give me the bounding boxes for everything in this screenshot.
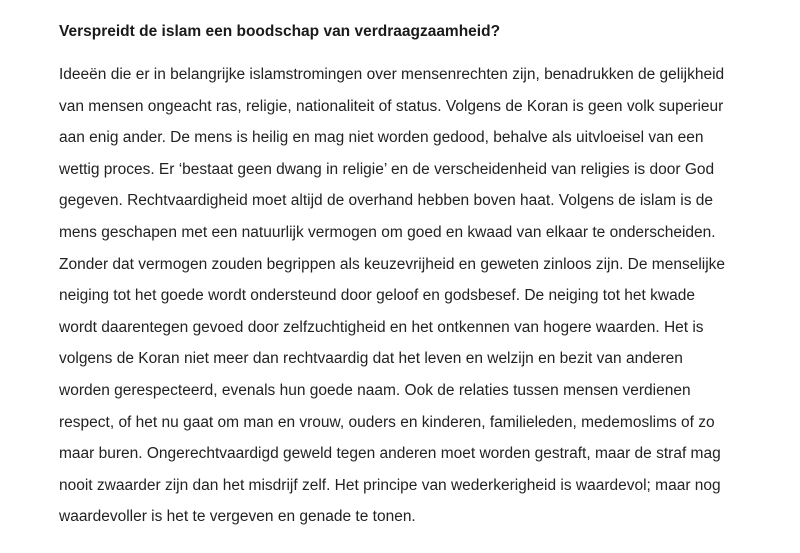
article-line: nooit zwaarder zijn dan het misdrijf zelf. Het principe van wederkerigheid is waardevol; maar nog: [59, 476, 721, 494]
article-line: volgens de Koran niet meer dan rechtvaardig dat het leven en welzijn en bezit van anderen: [59, 350, 683, 368]
article-line: mens geschapen met een natuurlijk vermogen om goed en kwaad van elkaar te onderscheiden.: [59, 223, 716, 241]
article-line: aan enig ander. De mens is heilig en mag niet worden gedood, behalve als uitvloeisel van een: [59, 129, 704, 147]
article-title: Verspreidt de islam een boodschap van verdraagzaamheid?: [59, 23, 501, 40]
article-line: wordt daarentegen gevoed door zelfzuchtigheid en het ontkennen van hogere waarden. Het is: [59, 318, 704, 336]
article-line: respect, of het nu gaat om man en vrouw, ouders en kinderen, familieleden, medemoslims of zo: [59, 413, 715, 431]
article-line: Ideeën die er in belangrijke islamstromingen over mensenrechten zijn, benadrukken de gelijkheid: [59, 66, 725, 83]
article: [59, 18, 759, 533]
article-line: neiging tot het goede wordt ondersteund door geloof en godsbesef. De neiging tot het kwade: [59, 287, 695, 305]
article-line: van mensen ongeacht ras, religie, nationaliteit of status. Volgens de Koran is geen volk superieur: [59, 97, 724, 115]
article-body: [59, 59, 759, 533]
article-line: maar buren. Ongerechtvaardigd geweld tegen anderen moet worden gestraft, maar de straf mag: [59, 445, 721, 463]
article-line: Zonder dat vermogen zouden begrippen als keuzevrijheid en geweten zinloos zijn. De menselijke: [59, 255, 726, 273]
article-line: wettig proces. Er ‘bestaat geen dwang in religie’ en de verscheidenheid van religies is door God: [59, 160, 715, 178]
article-line: waardevoller is het te vergeven en genade te tonen.: [59, 508, 416, 526]
article-line: worden gerespecteerd, evenals hun goede naam. Ook de relaties tussen mensen verdienen: [59, 381, 691, 399]
article-line: gegeven. Rechtvaardigheid moet altijd de overhand hebben boven haat. Volgens de islam is de: [59, 192, 714, 210]
